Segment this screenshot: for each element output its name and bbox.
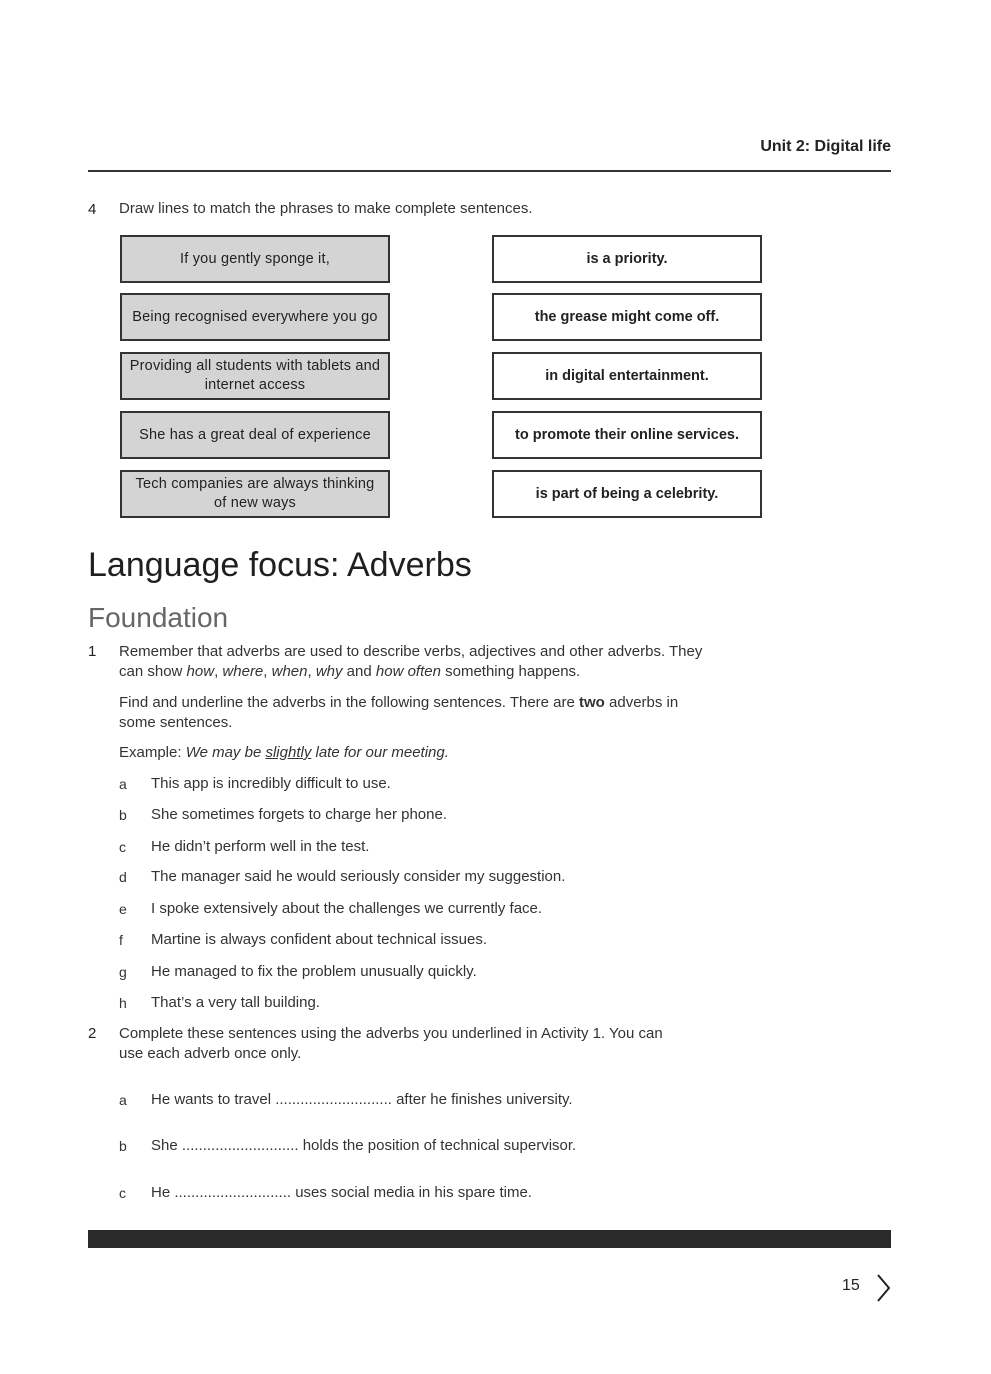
list-item[interactable]: I spoke extensively about the challenges we currently face. xyxy=(151,900,543,917)
item-letter: c xyxy=(119,1185,126,1201)
item-letter: c xyxy=(119,839,126,855)
footer-bar xyxy=(88,1230,891,1248)
fill-in-sentence[interactable]: He wants to travel ............................ after he finishes university. xyxy=(151,1091,573,1108)
item-letter: a xyxy=(119,1092,127,1108)
unit-title: Unit 2: Digital life xyxy=(760,138,891,155)
match-right-phrase[interactable]: is a priority. xyxy=(492,235,762,283)
match-right-phrase[interactable]: to promote their online services. xyxy=(492,411,762,459)
activity-1-example: Example: We may be slightly late for our meeting. xyxy=(119,744,449,761)
activity-4-number: 4 xyxy=(88,201,97,218)
page-number: 15 xyxy=(842,1277,860,1294)
fill-in-sentence[interactable]: She ............................ holds the position of technical supervisor. xyxy=(151,1137,577,1154)
item-letter: d xyxy=(119,869,127,885)
activity-2-number: 2 xyxy=(88,1025,97,1042)
list-item[interactable]: Martine is always confident about technical issues. xyxy=(151,931,488,948)
list-item[interactable]: He didn’t perform well in the test. xyxy=(151,838,370,855)
example-underlined-adverb: slightly xyxy=(265,744,312,761)
match-left-phrase[interactable]: She has a great deal of experience xyxy=(120,411,390,459)
section-title: Language focus: Adverbs xyxy=(88,546,472,584)
match-right-phrase[interactable]: is part of being a celebrity. xyxy=(492,470,762,518)
match-left-phrase[interactable]: Tech companies are always thinking of new ways xyxy=(120,470,390,518)
list-item[interactable]: That’s a very tall building. xyxy=(151,994,320,1011)
activity-1-task: Find and underline the adverbs in the following sentences. There are two adverbs in some sentences. xyxy=(119,694,679,731)
match-left-phrase[interactable]: If you gently sponge it, xyxy=(120,235,390,283)
fill-in-sentence[interactable]: He ............................ uses social media in his spare time. xyxy=(151,1184,532,1201)
header-divider xyxy=(88,170,891,172)
item-letter: b xyxy=(119,807,127,823)
activity-2-instruction: Complete these sentences using the adverbs you underlined in Activity 1. You can use each adverb once only. xyxy=(119,1025,663,1062)
match-left-phrase[interactable]: Being recognised everywhere you go xyxy=(120,293,390,341)
list-item[interactable]: This app is incredibly difficult to use. xyxy=(151,775,391,792)
match-right-phrase[interactable]: in digital entertainment. xyxy=(492,352,762,400)
item-letter: g xyxy=(119,964,127,980)
chevron-right-icon[interactable] xyxy=(874,1272,892,1309)
match-right-phrase[interactable]: the grease might come off. xyxy=(492,293,762,341)
list-item[interactable]: The manager said he would seriously consider my suggestion. xyxy=(151,868,566,885)
item-letter: h xyxy=(119,995,127,1011)
activity-4-instruction: Draw lines to match the phrases to make complete sentences. xyxy=(119,200,533,217)
item-letter: f xyxy=(119,932,123,948)
list-item[interactable]: He managed to fix the problem unusually quickly. xyxy=(151,963,477,980)
item-letter: b xyxy=(119,1138,127,1154)
section-subtitle: Foundation xyxy=(88,602,229,633)
list-item[interactable]: She sometimes forgets to charge her phone. xyxy=(151,806,448,823)
match-left-phrase[interactable]: Providing all students with tablets and internet access xyxy=(120,352,390,400)
activity-1-intro: Remember that adverbs are used to describe verbs, adjectives and other adverbs. They can show how, where, when, why and how often something happens. xyxy=(119,643,703,680)
activity-1-number: 1 xyxy=(88,643,97,660)
item-letter: e xyxy=(119,901,127,917)
item-letter: a xyxy=(119,776,127,792)
